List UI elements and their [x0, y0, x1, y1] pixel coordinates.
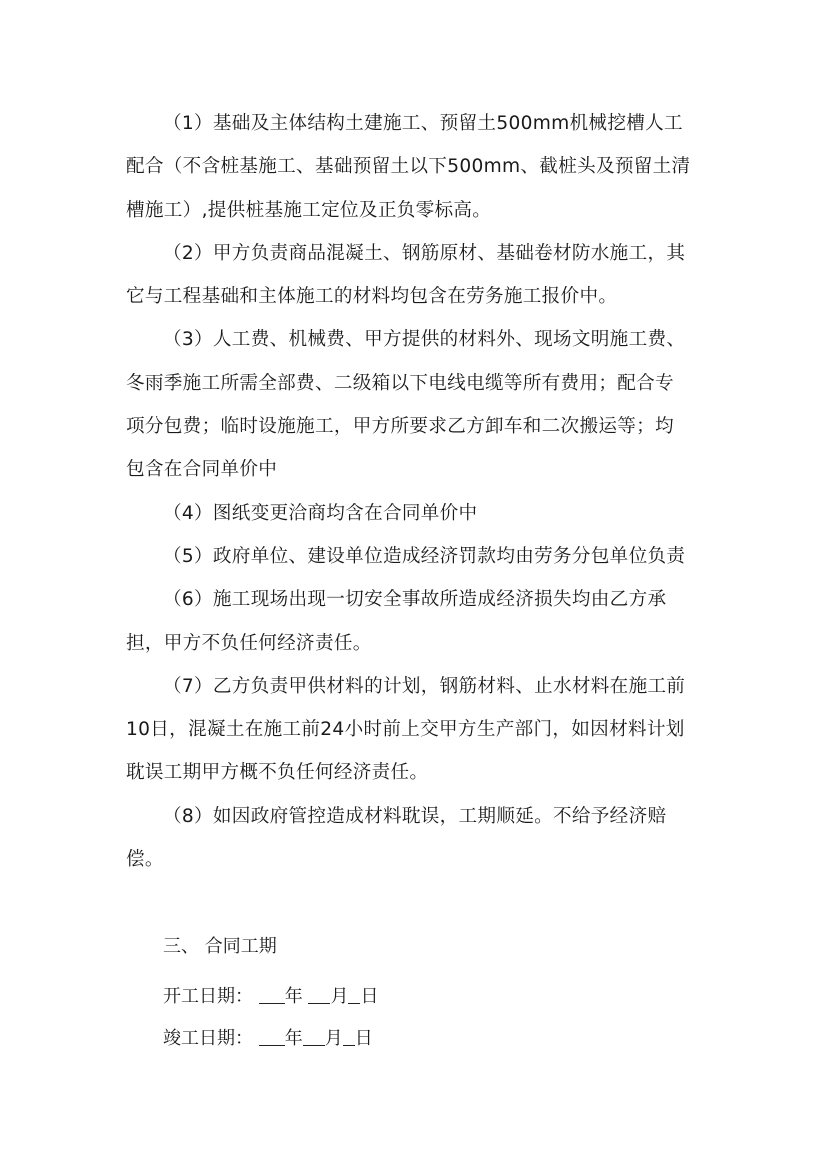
clause-line: （7）乙方负责甲供材料的计划，钢筋材料、止水材料在施工前: [163, 675, 686, 697]
clause-line: 配合（不含桩基施工、基础预留土以下500mm、截桩头及预留土清: [126, 156, 691, 178]
clause-line: （3）人工费、机械费、甲方提供的材料外、现场文明施工费、: [163, 329, 686, 351]
clause-line: 偿。: [126, 849, 164, 871]
clause-line: 10日，混凝土在施工前24小时前上交甲方生产部门，如因材料计划: [126, 719, 685, 741]
clause-line: （2）甲方负责商品混凝土、钢筋原材、基础卷材防水施工，其: [163, 242, 686, 264]
year-blank: [259, 1027, 285, 1046]
clause-line: 耽误工期甲方概不负任何经济责任。: [126, 762, 429, 784]
day-blank: [348, 985, 360, 1004]
clause-line: （5）政府单位、建设单位造成经济罚款均由劳务分包单位负责: [163, 545, 686, 567]
year-label: 年: [284, 1028, 303, 1049]
clause-line: （4）图纸变更洽商均含在合同单价中: [163, 502, 478, 524]
clause-line: （6）施工现场出现一切安全事故所造成经济损失均由乙方承: [163, 589, 667, 611]
month-blank: [303, 1027, 325, 1046]
end-date-label: 竣工日期：: [163, 1028, 253, 1049]
clause-line: 它与工程基础和主体施工的材料均包含在劳务施工报价中。: [126, 286, 618, 308]
start-date-label: 开工日期：: [163, 986, 253, 1007]
start-date-row: [163, 982, 378, 1008]
clause-line: （1）基础及主体结构土建施工、预留土500mm机械挖槽人工: [163, 113, 683, 134]
day-blank: [343, 1027, 355, 1046]
end-date-row: [163, 1024, 373, 1050]
day-label: 日: [360, 986, 379, 1007]
day-label: 日: [354, 1028, 373, 1049]
year-blank: [259, 985, 285, 1004]
clause-line: 包含在合同单价中: [126, 459, 278, 481]
clause-line: 槽施工）,提供桩基施工定位及正负零标高。: [126, 199, 492, 221]
month-label: 月: [330, 986, 349, 1007]
clause-line: （8）如因政府管控造成材料耽误，工期顺延。不给予经济赔: [163, 805, 667, 827]
clause-line: 担，甲方不负任何经济责任。: [126, 632, 372, 654]
clause-line: 项分包费；临时设施施工，甲方所要求乙方卸车和二次搬运等；均: [126, 416, 674, 438]
clause-list: [126, 102, 716, 881]
year-label: 年: [284, 986, 303, 1007]
clause-line: 冬雨季施工所需全部费、二级箱以下电线电缆等所有费用；配合专: [126, 372, 674, 394]
section-title: 三、 合同工期: [163, 936, 277, 957]
month-blank: [308, 985, 330, 1004]
month-label: 月: [324, 1028, 343, 1049]
